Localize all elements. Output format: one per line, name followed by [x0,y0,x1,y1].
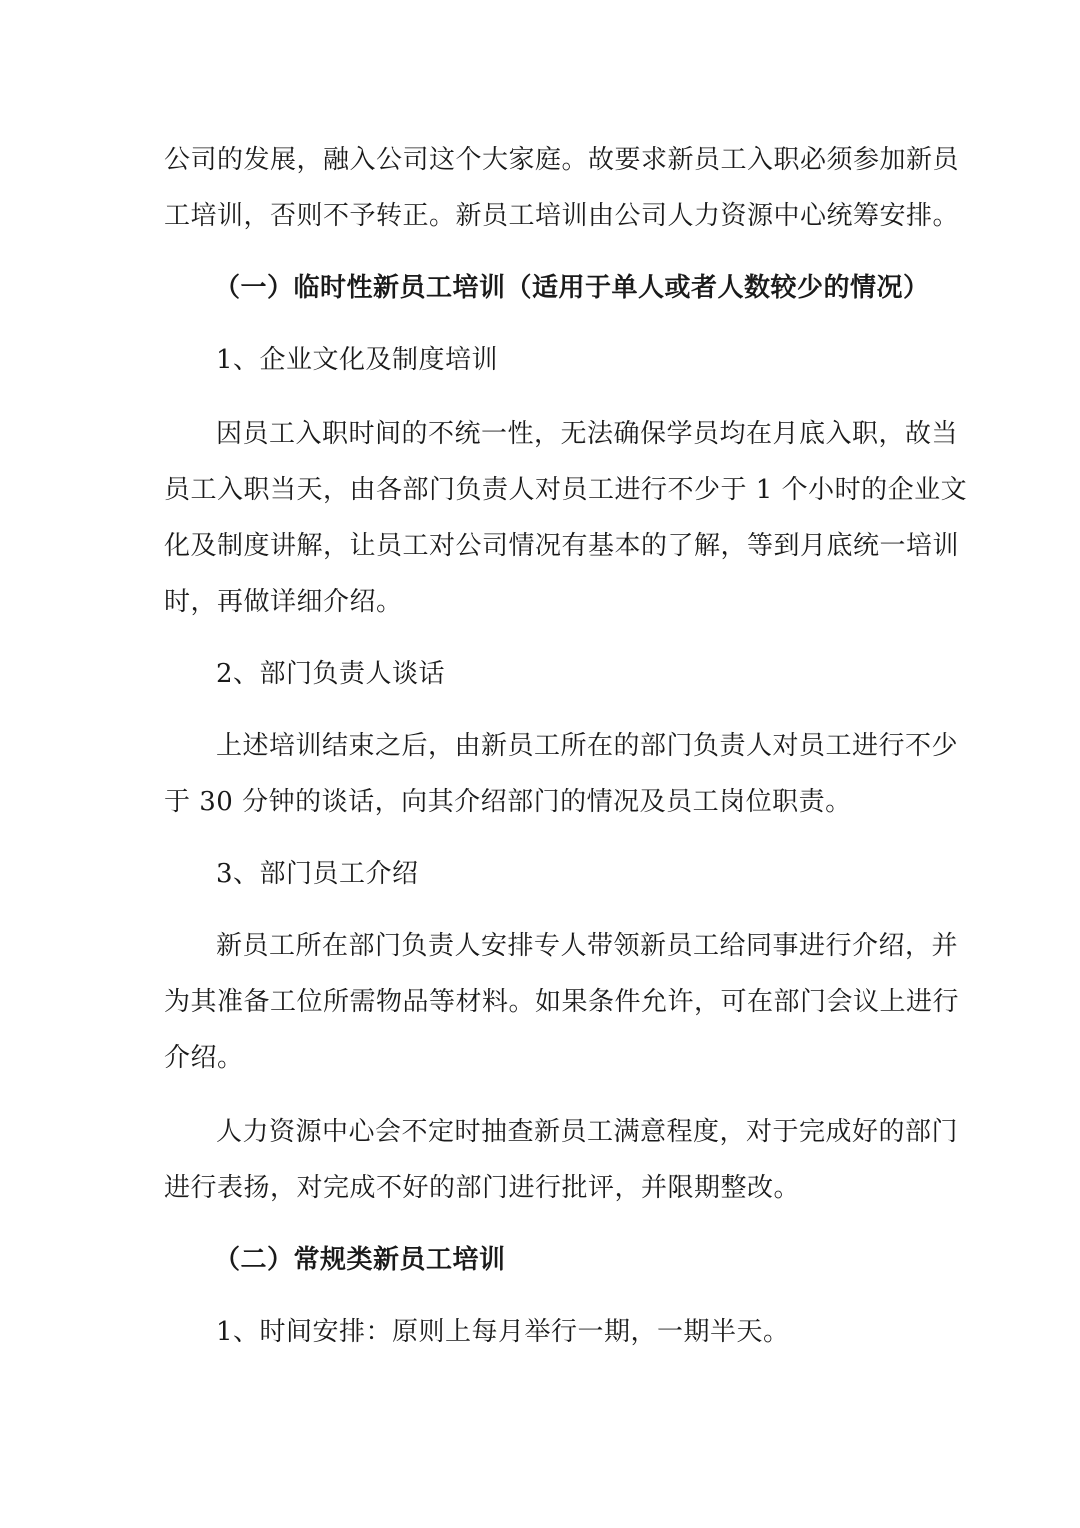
item-1-body-line-3: 化及制度讲解，让员工对公司情况有基本的了解，等到月底统一培训 [164,531,960,561]
intro-line-1: 公司的发展，融入公司这个大家庭。故要求新员工入职必须参加新员 [164,145,960,175]
section-1-heading: （一）临时性新员工培训（适用于单人或者人数较少的情况） [214,273,930,303]
check-para-line-2: 进行表扬，对完成不好的部门进行批评，并限期整改。 [164,1173,801,1203]
item-1-body-line-2: 员工入职当天，由各部门负责人对员工进行不少于 1 个小时的企业文 [164,475,968,505]
item-1-body-line-4: 时，再做详细介绍。 [164,587,403,617]
item-3-body-line-1: 新员工所在部门负责人安排专人带领新员工给同事进行介绍，并 [216,931,959,961]
item-3-title: 3、部门员工介绍 [216,859,419,889]
item-2-body-line-1: 上述培训结束之后，由新员工所在的部门负责人对员工进行不少 [216,731,959,761]
item-2-body-line-2: 于 30 分钟的谈话，向其介绍部门的情况及员工岗位职责。 [164,787,852,817]
intro-line-2: 工培训，否则不予转正。新员工培训由公司人力资源中心统筹安排。 [164,201,960,231]
item-2-title: 2、部门负责人谈话 [216,659,446,689]
check-para-line-1: 人力资源中心会不定时抽查新员工满意程度，对于完成好的部门 [216,1117,959,1147]
section-2-heading: （二）常规类新员工培训 [214,1245,506,1275]
section-2-item-1: 1、时间安排：原则上每月举行一期，一期半天。 [216,1317,790,1347]
item-1-body-line-1: 因员工入职时间的不统一性，无法确保学员均在月底入职，故当 [216,419,959,449]
item-3-body-line-3: 介绍。 [164,1043,244,1073]
item-1-title: 1、企业文化及制度培训 [216,345,499,375]
item-3-body-line-2: 为其准备工位所需物品等材料。如果条件允许，可在部门会议上进行 [164,987,960,1017]
